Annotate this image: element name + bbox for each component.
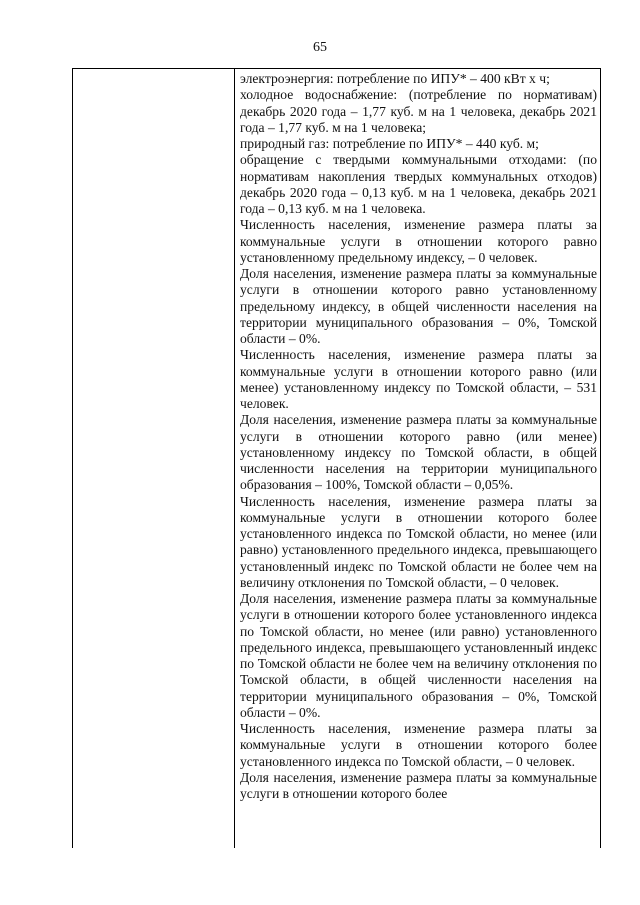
paragraph-share-above-regional: Доля населения, изменение размера платы за коммунальные услуги в отношении которого более [240, 769, 597, 801]
table-left-cell [73, 69, 235, 848]
paragraph-population-above-regional: Численность населения, изменение размера платы за коммунальные услуги в отношении которого более установленного индекса по Томской области, – 0 человек. [240, 721, 597, 769]
table-right-cell [240, 71, 597, 802]
page-number: 65 [313, 40, 327, 55]
paragraph-share-equal-regional: Доля населения, изменение размера платы за коммунальные услуги в отношении которого равно (или менее) установленному индексу по Томской области, в общей численности населения на территории муниципального образования – 100%, Томской области – 0,05%. [240, 412, 597, 493]
paragraph-population-within-deviation: Численность населения, изменение размера платы за коммунальные услуги в отношении которого более установленного индекса по Томской области, но менее (или равно) установленного предельного индекса, превышающего установленный индекс по Томской области не более чем на величину отклонения по Томской области, – 0 человек. [240, 493, 597, 590]
paragraph-share-equal-limit: Доля населения, изменение размера платы за коммунальные услуги в отношении которого равно установленному предельному индексу, в общей численности населения на территории муниципального образования – 0%, Томской области – 0%. [240, 266, 597, 346]
paragraph-population-equal-limit: Численность населения, изменение размера платы за коммунальные услуги в отношении которого равно установленному предельному индексу, – 0 человек. [240, 217, 597, 265]
paragraph-electricity: электроэнергия: потребление по ИПУ* – 400 кВт х ч; [240, 71, 550, 86]
paragraph-natural-gas: природный газ: потребление по ИПУ* – 440 куб. м; [240, 136, 539, 151]
paragraph-population-equal-regional: Численность населения, изменение размера платы за коммунальные услуги в отношении которого равно (или менее) установленному индексу по Томской области, – 531 человек. [240, 347, 597, 411]
paragraph-share-within-deviation: Доля населения, изменение размера платы за коммунальные услуги в отношении которого более установленного индекса по Томской области, но менее (или равно) установленного предельного индекса, превышающего установленный индекс по Томской области не более чем на величину отклонения по Томской области, в общей численности населения на территории муниципального образования – 0%, Томской области – 0%. [240, 591, 597, 720]
paragraph-solid-waste: обращение с твердыми коммунальными отходами: (по нормативам накопления твердых коммунальных отходов) декабрь 2020 года – 0,13 куб. м на 1 человека, декабрь 2021 года – 0,13 куб. м на 1 человека. [240, 152, 597, 216]
content-table [72, 68, 601, 848]
paragraph-cold-water: холодное водоснабжение: (потребление по нормативам) декабрь 2020 года – 1,77 куб. м на 1 человека, декабрь 2021 года – 1,77 куб. м на 1 человека; [240, 87, 597, 135]
